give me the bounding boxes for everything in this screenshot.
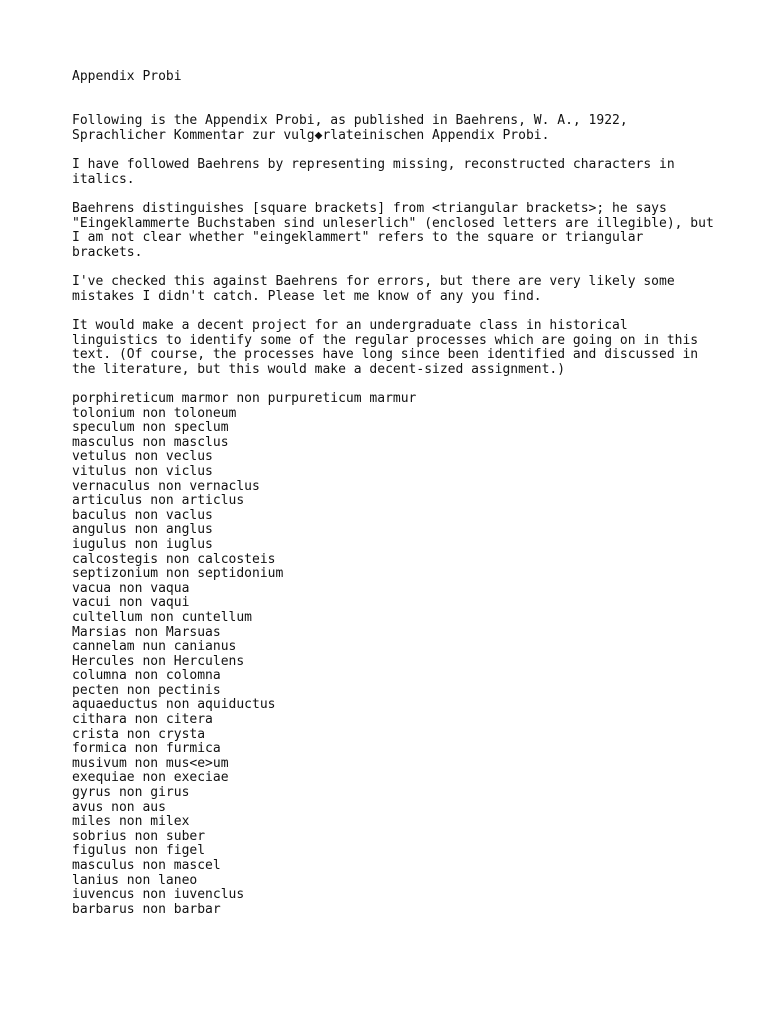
list-item: formica non furmica <box>72 741 221 757</box>
project-note-paragraph: It would make a decent project for an undergraduate class in historical linguistics to identify some of the regular processes which are going on in this text. (Of course, the processes have long since been identified and discussed in the literature, but this would make a decent-sized assignment.) <box>72 318 699 377</box>
list-item: musivum non mus<e>um <box>72 755 229 771</box>
list-item: masculus non masclus <box>72 434 229 450</box>
italics-note-paragraph: I have followed Baehrens by representing missing, reconstructed characters in italics. <box>72 157 675 187</box>
list-item: lanius non laneo <box>72 872 198 888</box>
list-item: vacua non vaqua <box>72 580 190 596</box>
list-item: vetulus non veclus <box>72 449 213 465</box>
document-title: Appendix Probi <box>72 69 182 84</box>
list-item: pecten non pectinis <box>72 682 221 698</box>
list-item: vernaculus non vernaclus <box>72 478 260 494</box>
list-item: iuvencus non iuvenclus <box>72 887 245 903</box>
list-item: miles non milex <box>72 814 190 830</box>
list-item: articulus non articlus <box>72 493 245 509</box>
list-item: barbarus non barbar <box>72 901 221 917</box>
list-item: cannelam nun canianus <box>72 639 237 655</box>
list-item: masculus non mascel <box>72 858 221 873</box>
list-item: Marsias non Marsuas <box>72 624 221 640</box>
list-item: avus non aus <box>72 799 166 815</box>
list-item: gyrus non girus <box>72 785 190 801</box>
errors-note-paragraph: I've checked this against Baehrens for errors, but there are very likely some mistakes I didn't catch. Please let me know of any you find. <box>72 274 675 304</box>
list-item: sobrius non suber <box>72 828 206 844</box>
list-item: crista non crysta <box>72 726 206 742</box>
intro-paragraph: Following is the Appendix Probi, as published in Baehrens, W. A., 1922, Sprachlicher Kommentar zur vulg◆rlateinischen Appendix Probi. <box>72 113 628 143</box>
list-item: calcostegis non calcosteis <box>72 551 276 567</box>
list-item: figulus non figel <box>72 843 206 859</box>
list-item: vitulus non viclus <box>72 463 213 479</box>
entry-list <box>72 392 416 917</box>
list-item: Hercules non Herculens <box>72 653 245 669</box>
list-item: tolonium non toloneum <box>72 405 237 421</box>
list-item: columna non colomna <box>72 668 221 684</box>
list-item: cultellum non cuntellum <box>72 609 253 625</box>
list-item: iugulus non iuglus <box>72 536 213 552</box>
list-item: angulus non anglus <box>72 522 213 538</box>
list-item: aquaeductus non aquiductus <box>72 697 276 713</box>
list-item: vacui non vaqui <box>72 595 190 611</box>
list-item: speculum non speclum <box>72 420 229 436</box>
list-item: cithara non citera <box>72 712 213 728</box>
brackets-note-paragraph: Baehrens distinguishes [square brackets] from <triangular brackets>; he says "Eingeklammerte Buchstaben sind unleserlich" (enclosed letters are illegible), but I am not clear whether "eingeklammert" refers to the square or triangular brackets. <box>72 201 714 260</box>
list-item: baculus non vaclus <box>72 507 213 523</box>
list-item: septizonium non septidonium <box>72 566 284 582</box>
list-item: exequiae non execiae <box>72 770 229 786</box>
list-item: porphireticum marmor non purpureticum marmur <box>72 391 417 406</box>
